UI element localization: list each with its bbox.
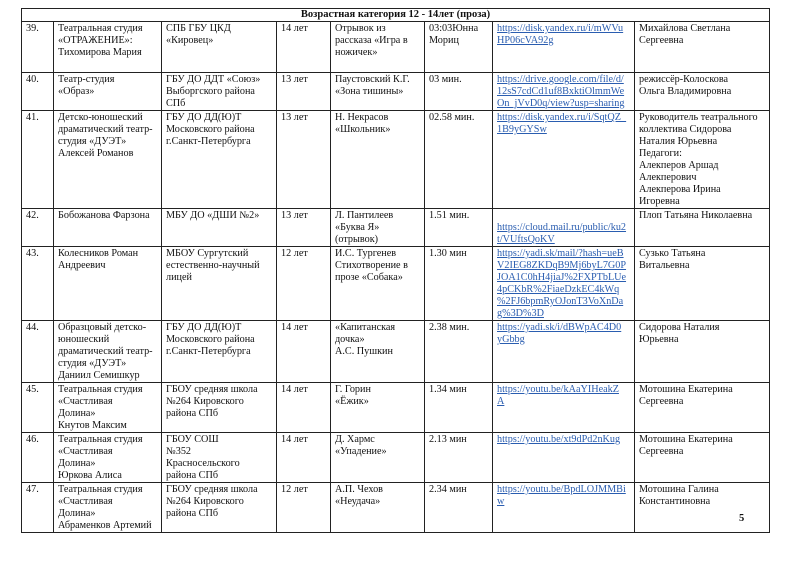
leader-cell: режиссёр-Колоскова Ольга Владимировна <box>635 73 770 111</box>
duration-cell: 1.30 мин <box>425 247 493 321</box>
participant-cell: Колесников Роман Андреевич <box>54 247 162 321</box>
participant-cell: Бобожанова Фарзона <box>54 209 162 247</box>
age-cell: 14 лет <box>277 383 331 433</box>
num-cell: 43. <box>22 247 54 321</box>
participant-cell: Театральная студия «ОТРАЖЕНИЕ»: Тихомирова Мария <box>54 22 162 73</box>
num-cell: 41. <box>22 111 54 209</box>
work-cell: Н. Некрасов «Школьник» <box>331 111 425 209</box>
institution-cell: ГБУ ДО ДД(Ю)Т Московского района г.Санкт-Петербурга <box>162 321 277 383</box>
participant-cell: Театральная студия «Счастливая Долина» Кнутов Максим <box>54 383 162 433</box>
work-cell: Д. Хармс «Упадение» <box>331 433 425 483</box>
video-link[interactable]: https://disk.yandex.ru/i/SqtQZ_ 1B9yGYSw <box>497 112 627 135</box>
leader-cell: Мотошина Галина Константиновна <box>635 483 770 533</box>
participant-cell: Детско-юношеский драматический театр- студия «ДУЭТ» Алексей Романов <box>54 111 162 209</box>
participant-cell: Театральная студия «Счастливая Долина» Юркова Алиса <box>54 433 162 483</box>
institution-cell: ГБУ ДО ДДТ «Союз» Выборгского района СПб <box>162 73 277 111</box>
table-row <box>22 483 770 533</box>
table-row <box>22 22 770 73</box>
video-link-cell <box>493 73 635 111</box>
age-cell: 14 лет <box>277 321 331 383</box>
leader-cell: Михайлова Светлана Сергеевна <box>635 22 770 73</box>
video-link-cell <box>493 483 635 533</box>
section-header-row <box>22 9 770 22</box>
age-cell: 14 лет <box>277 433 331 483</box>
institution-cell: СПБ ГБУ ЦКД «Кировец» <box>162 22 277 73</box>
work-cell: Л. Пантилеев «Буква Я» (отрывок) <box>331 209 425 247</box>
video-link[interactable]: https://drive.google.com/file/d/ 12sS7cdCd1uf8BxktiOlmmWe On_jVvD0q/view?usp=sharing <box>497 74 625 109</box>
work-cell: И.С. Тургенев Стихотворение в прозе «Собака» <box>331 247 425 321</box>
institution-cell: ГБУ ДО ДД(Ю)Т Московского района г.Санкт-Петербурга <box>162 111 277 209</box>
num-cell: 44. <box>22 321 54 383</box>
table-row <box>22 73 770 111</box>
table-row <box>22 111 770 209</box>
duration-cell: 1.51 мин. <box>425 209 493 247</box>
video-link-cell <box>493 111 635 209</box>
leader-cell: Сидорова Наталия Юрьевна <box>635 321 770 383</box>
section-title: Возрастная категория 12 - 14лет (проза) <box>22 9 770 22</box>
age-cell: 12 лет <box>277 483 331 533</box>
work-cell: Отрывок из рассказа «Игра в ножичек» <box>331 22 425 73</box>
leader-cell: Сузько Татьяна Витальевна <box>635 247 770 321</box>
institution-cell: МБУ ДО «ДШИ №2» <box>162 209 277 247</box>
leader-cell: Мотошина Екатерина Сергеевна <box>635 383 770 433</box>
num-cell: 47. <box>22 483 54 533</box>
institution-cell: ГБОУ СОШ №352 Красносельского района СПб <box>162 433 277 483</box>
age-cell: 14 лет <box>277 22 331 73</box>
duration-cell: 03 мин. <box>425 73 493 111</box>
num-cell: 39. <box>22 22 54 73</box>
duration-cell: 2.38 мин. <box>425 321 493 383</box>
video-link-cell <box>493 321 635 383</box>
video-link-cell <box>493 22 635 73</box>
duration-cell: 1.34 мин <box>425 383 493 433</box>
age-cell: 13 лет <box>277 209 331 247</box>
table-row <box>22 209 770 247</box>
duration-cell: 03:03Юнна Мориц <box>425 22 493 73</box>
duration-cell: 2.13 мин <box>425 433 493 483</box>
video-link[interactable]: https://youtu.be/BpdLOJMMBi w <box>497 484 626 507</box>
table-row <box>22 433 770 483</box>
table-row <box>22 247 770 321</box>
work-cell: «Капитанская дочка» А.С. Пушкин <box>331 321 425 383</box>
duration-cell: 02.58 мин. <box>425 111 493 209</box>
video-link[interactable]: https://cloud.mail.ru/public/ku2 t/VUftsQoKV <box>497 222 627 245</box>
num-cell: 40. <box>22 73 54 111</box>
age-cell: 13 лет <box>277 111 331 209</box>
institution-cell: ГБОУ средняя школа №264 Кировского района СПб <box>162 483 277 533</box>
leader-cell: Руководитель театрального коллектива Сидорова Наталия Юрьевна Педагоги: Алекперов Аршад Алекперович Алекперова Ирина Игоревна <box>635 111 770 209</box>
participant-cell: Образцовый детско- юношеский драматический театр- студия «ДУЭТ» Даниил Семишкур <box>54 321 162 383</box>
video-link[interactable]: https://youtu.be/xt9dPd2nKug <box>497 434 621 445</box>
num-cell: 46. <box>22 433 54 483</box>
table-row <box>22 383 770 433</box>
page-number: 5 <box>739 513 745 524</box>
participant-cell: Театральная студия «Счастливая Долина» Абраменков Артемий <box>54 483 162 533</box>
num-cell: 42. <box>22 209 54 247</box>
age-cell: 13 лет <box>277 73 331 111</box>
table-row <box>22 321 770 383</box>
video-link[interactable]: https://yadi.sk/mail/?hash=ueB V2IEG8ZKDqB9Mj6byL7G0P JOA1C0hH4jiaJ%2FXPTbLUe 4pCKbR%2FiaeDzkEC4kWq %2FJ6bpmRyOJonT3VoXnDa g%3D%3D <box>497 248 627 319</box>
video-link-cell <box>493 247 635 321</box>
video-link-cell <box>493 383 635 433</box>
work-cell: Паустовский К.Г. «Зона тишины» <box>331 73 425 111</box>
video-link-cell <box>493 433 635 483</box>
institution-cell: ГБОУ средняя школа №264 Кировского района СПб <box>162 383 277 433</box>
institution-cell: МБОУ Сургутский естественно-научный лицей <box>162 247 277 321</box>
participants-table <box>21 8 770 533</box>
work-cell: А.П. Чехов «Неудача» <box>331 483 425 533</box>
leader-cell: Плоп Татьяна Николаевна <box>635 209 770 247</box>
work-cell: Г. Горин «Ёжик» <box>331 383 425 433</box>
video-link[interactable]: https://yadi.sk/i/dBWpAC4D0 yGbbg <box>497 322 622 345</box>
leader-cell: Мотошина Екатерина Сергеевна <box>635 433 770 483</box>
video-link[interactable]: https://youtu.be/kAaYIHeakZ A <box>497 384 619 407</box>
duration-cell: 2.34 мин <box>425 483 493 533</box>
num-cell: 45. <box>22 383 54 433</box>
video-link-cell <box>493 209 635 247</box>
age-cell: 12 лет <box>277 247 331 321</box>
video-link[interactable]: https://disk.yandex.ru/i/mWVu HP06cVA92g <box>497 23 624 46</box>
participant-cell: Театр-студия «Образ» <box>54 73 162 111</box>
